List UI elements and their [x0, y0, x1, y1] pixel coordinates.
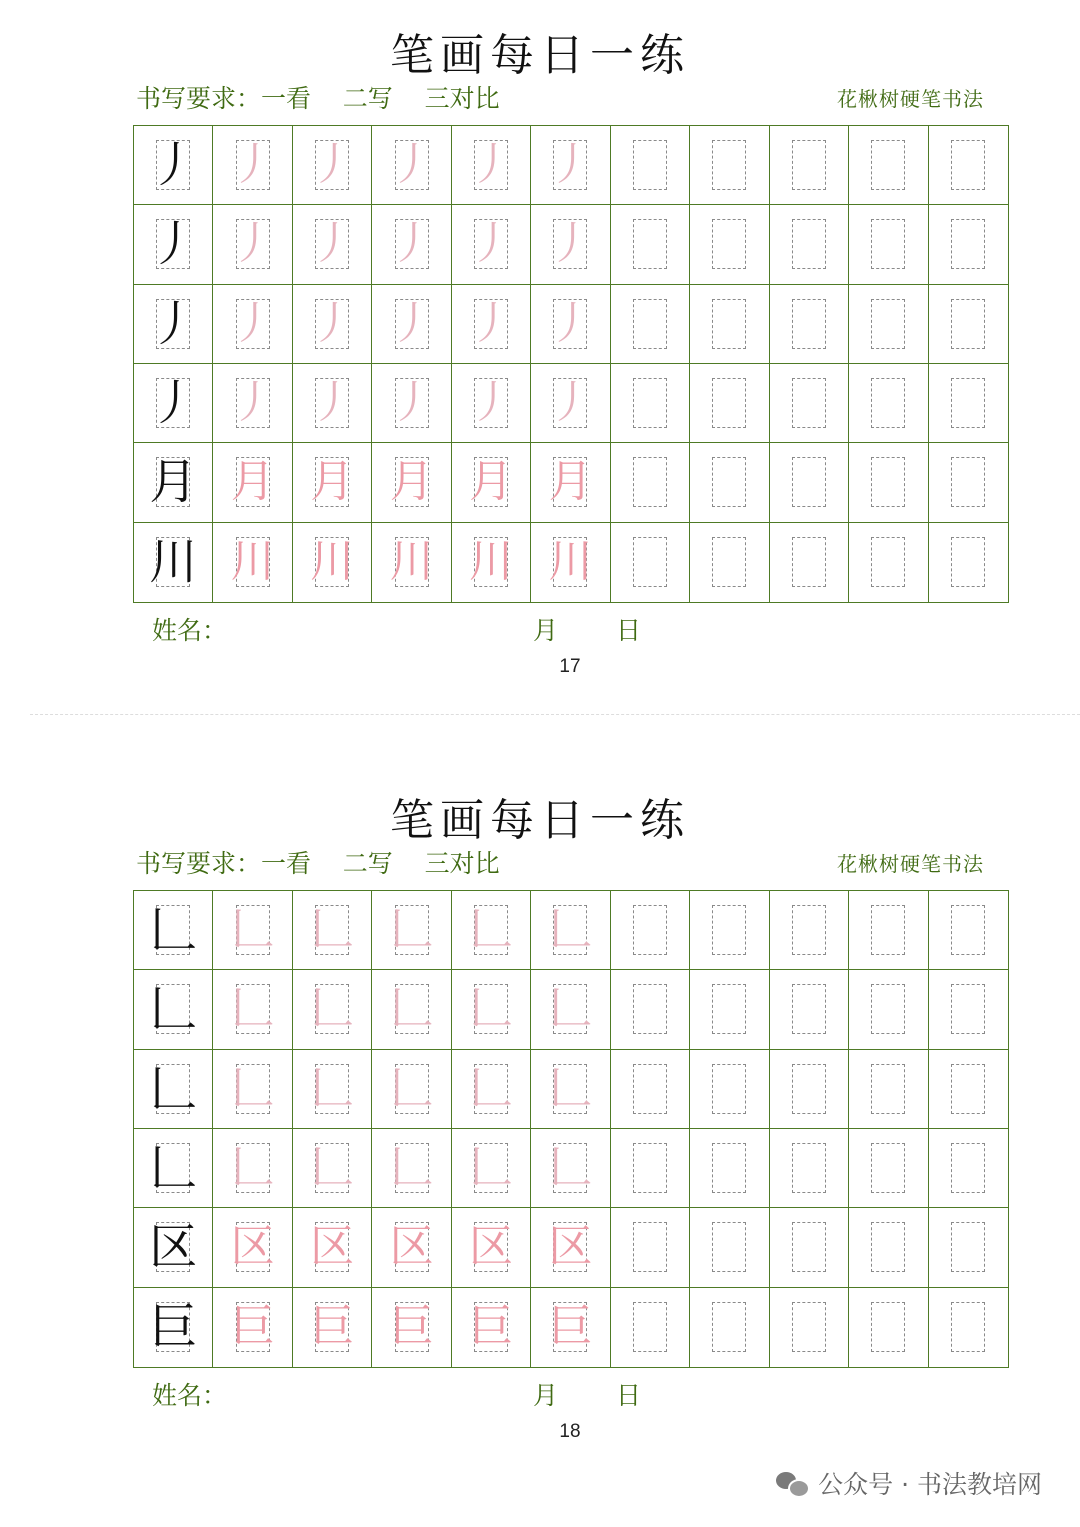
trace-character: 月 — [389, 456, 434, 508]
trace-cell — [213, 285, 292, 364]
blank-practice-cell — [690, 1050, 769, 1129]
model-character: 𠃊 — [149, 1060, 198, 1117]
trace-character: 丿 — [548, 297, 593, 349]
blank-practice-cell — [929, 443, 1008, 522]
trace-cell — [293, 891, 372, 970]
blank-practice-cell — [929, 364, 1008, 443]
dashed-guide-box — [633, 905, 667, 955]
dashed-guide-box — [792, 1302, 826, 1352]
blank-practice-cell — [849, 970, 928, 1049]
trace-character: 丿 — [469, 218, 514, 270]
dashed-guide-box — [633, 457, 667, 507]
blank-practice-cell — [849, 285, 928, 364]
trace-character: 𠃊 — [310, 1142, 355, 1194]
model-cell — [134, 1208, 213, 1287]
wechat-footer — [776, 1465, 1042, 1501]
dashed-guide-box — [951, 905, 985, 955]
trace-cell — [531, 126, 610, 205]
blank-practice-cell — [770, 364, 849, 443]
dashed-guide-box — [951, 140, 985, 190]
trace-cell — [293, 1129, 372, 1208]
trace-cell — [293, 126, 372, 205]
trace-character: 𠃊 — [230, 983, 275, 1035]
trace-cell — [213, 1208, 292, 1287]
practice-grid — [133, 125, 1009, 603]
trace-cell — [213, 1129, 292, 1208]
dashed-guide-box — [792, 1143, 826, 1193]
model-character: 丿 — [149, 216, 198, 273]
dashed-guide-box — [871, 378, 905, 428]
model-character: 𠃊 — [149, 981, 198, 1038]
model-cell — [134, 443, 213, 522]
dashed-guide-box — [712, 457, 746, 507]
dashed-guide-box — [792, 378, 826, 428]
blank-practice-cell — [849, 1208, 928, 1287]
trace-cell — [372, 1050, 451, 1129]
trace-character: 丿 — [389, 218, 434, 270]
blank-practice-cell — [770, 891, 849, 970]
dashed-guide-box — [951, 1222, 985, 1272]
blank-practice-cell — [690, 205, 769, 284]
trace-cell — [213, 126, 292, 205]
trace-cell — [213, 523, 292, 602]
trace-cell — [293, 1050, 372, 1129]
blank-practice-cell — [929, 1288, 1008, 1367]
trace-character: 巨 — [230, 1301, 275, 1353]
trace-cell — [452, 1208, 531, 1287]
trace-cell — [293, 523, 372, 602]
trace-cell — [213, 891, 292, 970]
blank-practice-cell — [849, 1288, 928, 1367]
trace-cell — [372, 443, 451, 522]
trace-character: 𠃊 — [389, 904, 434, 956]
trace-character: 巨 — [389, 1301, 434, 1353]
trace-cell — [531, 285, 610, 364]
blank-practice-cell — [770, 1288, 849, 1367]
dashed-guide-box — [951, 299, 985, 349]
trace-character: 丿 — [469, 297, 514, 349]
dashed-guide-box — [871, 984, 905, 1034]
page-divider — [30, 714, 1080, 715]
blank-practice-cell — [849, 891, 928, 970]
blank-practice-cell — [690, 970, 769, 1049]
dashed-guide-box — [951, 537, 985, 587]
model-character: 丿 — [149, 137, 198, 194]
trace-cell — [452, 1050, 531, 1129]
model-cell — [134, 1050, 213, 1129]
trace-cell — [372, 1208, 451, 1287]
dashed-guide-box — [871, 299, 905, 349]
dashed-guide-box — [792, 140, 826, 190]
trace-character: 丿 — [389, 139, 434, 191]
blank-practice-cell — [770, 205, 849, 284]
trace-character: 丿 — [469, 377, 514, 429]
trace-character: 丿 — [310, 218, 355, 270]
model-cell — [134, 126, 213, 205]
trace-cell — [293, 364, 372, 443]
dashed-guide-box — [712, 905, 746, 955]
trace-cell — [531, 443, 610, 522]
blank-practice-cell — [611, 364, 690, 443]
blank-practice-cell — [690, 443, 769, 522]
blank-practice-cell — [929, 1129, 1008, 1208]
trace-cell — [372, 523, 451, 602]
trace-character: 川 — [469, 536, 514, 588]
trace-character: 川 — [310, 536, 355, 588]
trace-character: 𠃊 — [310, 1062, 355, 1114]
blank-practice-cell — [849, 523, 928, 602]
dashed-guide-box — [792, 299, 826, 349]
trace-character: 丿 — [230, 218, 275, 270]
practice-grid — [133, 890, 1009, 1368]
day-label: 日 — [616, 1381, 642, 1410]
blank-practice-cell — [611, 891, 690, 970]
trace-character: 川 — [548, 536, 593, 588]
dashed-guide-box — [633, 219, 667, 269]
blank-practice-cell — [770, 970, 849, 1049]
name-label: 姓名： — [152, 1381, 228, 1410]
blank-practice-cell — [611, 1050, 690, 1129]
trace-cell — [531, 205, 610, 284]
trace-character: 巨 — [548, 1301, 593, 1353]
practice-sheet-18 — [0, 765, 1080, 1465]
blank-practice-cell — [849, 126, 928, 205]
trace-cell — [372, 205, 451, 284]
dashed-guide-box — [792, 537, 826, 587]
trace-cell — [293, 970, 372, 1049]
trace-character: 𠃊 — [310, 983, 355, 1035]
trace-cell — [452, 205, 531, 284]
trace-cell — [372, 1129, 451, 1208]
trace-cell — [213, 1050, 292, 1129]
dashed-guide-box — [951, 984, 985, 1034]
trace-character: 𠃊 — [230, 1142, 275, 1194]
dashed-guide-box — [712, 1302, 746, 1352]
dashed-guide-box — [712, 537, 746, 587]
blank-practice-cell — [929, 285, 1008, 364]
blank-practice-cell — [690, 364, 769, 443]
trace-character: 区 — [548, 1221, 593, 1273]
trace-cell — [531, 523, 610, 602]
dashed-guide-box — [633, 140, 667, 190]
blank-practice-cell — [929, 1208, 1008, 1287]
dashed-guide-box — [712, 1143, 746, 1193]
trace-character: 𠃊 — [548, 904, 593, 956]
dashed-guide-box — [712, 1064, 746, 1114]
blank-practice-cell — [690, 1129, 769, 1208]
dashed-guide-box — [951, 378, 985, 428]
dashed-guide-box — [633, 1302, 667, 1352]
model-cell — [134, 970, 213, 1049]
trace-cell — [293, 205, 372, 284]
blank-practice-cell — [611, 1208, 690, 1287]
dashed-guide-box — [951, 457, 985, 507]
trace-character: 巨 — [310, 1301, 355, 1353]
model-character: 𠃊 — [149, 902, 198, 959]
trace-cell — [213, 970, 292, 1049]
dashed-guide-box — [951, 1064, 985, 1114]
dashed-guide-box — [633, 1143, 667, 1193]
trace-cell — [531, 1288, 610, 1367]
model-cell — [134, 1288, 213, 1367]
blank-practice-cell — [690, 1288, 769, 1367]
trace-character: 𠃊 — [310, 904, 355, 956]
brand-label: 花楸树硬笔书法 — [837, 852, 984, 876]
page-number: 18 — [559, 1421, 581, 1442]
trace-cell — [372, 126, 451, 205]
trace-character: 𠃊 — [469, 1062, 514, 1114]
trace-character: 丿 — [310, 297, 355, 349]
brand-label: 花楸树硬笔书法 — [837, 87, 984, 111]
name-label: 姓名： — [152, 616, 228, 645]
dashed-guide-box — [712, 219, 746, 269]
dashed-guide-box — [871, 457, 905, 507]
trace-character: 月 — [310, 456, 355, 508]
trace-cell — [452, 364, 531, 443]
trace-cell — [293, 1208, 372, 1287]
model-character: 丿 — [149, 375, 198, 432]
blank-practice-cell — [611, 443, 690, 522]
blank-practice-cell — [611, 285, 690, 364]
blank-practice-cell — [611, 1288, 690, 1367]
trace-character: 巨 — [469, 1301, 514, 1353]
dashed-guide-box — [633, 378, 667, 428]
dashed-guide-box — [792, 905, 826, 955]
blank-practice-cell — [611, 205, 690, 284]
trace-character: 丿 — [389, 377, 434, 429]
dashed-guide-box — [712, 140, 746, 190]
blank-practice-cell — [849, 205, 928, 284]
blank-practice-cell — [849, 443, 928, 522]
blank-practice-cell — [690, 891, 769, 970]
dashed-guide-box — [871, 1222, 905, 1272]
blank-practice-cell — [770, 126, 849, 205]
blank-practice-cell — [770, 443, 849, 522]
blank-practice-cell — [770, 1129, 849, 1208]
dashed-guide-box — [792, 1222, 826, 1272]
trace-cell — [452, 126, 531, 205]
blank-practice-cell — [611, 1129, 690, 1208]
dashed-guide-box — [633, 299, 667, 349]
sheet-title: 笔画每日一练 — [390, 30, 690, 81]
trace-character: 丿 — [389, 297, 434, 349]
trace-character: 丿 — [230, 139, 275, 191]
dashed-guide-box — [871, 537, 905, 587]
trace-cell — [452, 285, 531, 364]
trace-character: 月 — [230, 456, 275, 508]
dashed-guide-box — [871, 905, 905, 955]
dashed-guide-box — [792, 457, 826, 507]
model-cell — [134, 364, 213, 443]
trace-cell — [531, 1208, 610, 1287]
trace-character: 丿 — [548, 218, 593, 270]
trace-character: 𠃊 — [230, 904, 275, 956]
trace-cell — [213, 1288, 292, 1367]
dashed-guide-box — [871, 1064, 905, 1114]
trace-cell — [293, 285, 372, 364]
trace-character: 区 — [310, 1221, 355, 1273]
trace-character: 丿 — [310, 139, 355, 191]
trace-cell — [452, 523, 531, 602]
trace-character: 川 — [230, 536, 275, 588]
model-character: 川 — [149, 534, 198, 591]
trace-cell — [293, 443, 372, 522]
trace-character: 𠃊 — [548, 983, 593, 1035]
month-label: 月 — [533, 616, 559, 645]
blank-practice-cell — [690, 285, 769, 364]
dashed-guide-box — [871, 1302, 905, 1352]
month-label: 月 — [533, 1381, 559, 1410]
trace-cell — [213, 205, 292, 284]
dashed-guide-box — [951, 1302, 985, 1352]
dashed-guide-box — [633, 1222, 667, 1272]
trace-character: 𠃊 — [469, 983, 514, 1035]
trace-character: 𠃊 — [230, 1062, 275, 1114]
blank-practice-cell — [849, 364, 928, 443]
dashed-guide-box — [792, 1064, 826, 1114]
trace-character: 𠃊 — [548, 1062, 593, 1114]
trace-character: 丿 — [548, 139, 593, 191]
blank-practice-cell — [611, 970, 690, 1049]
page-number: 17 — [559, 656, 581, 677]
trace-character: 区 — [389, 1221, 434, 1273]
blank-practice-cell — [929, 126, 1008, 205]
day-label: 日 — [616, 616, 642, 645]
trace-character: 丿 — [230, 377, 275, 429]
dashed-guide-box — [792, 984, 826, 1034]
blank-practice-cell — [770, 523, 849, 602]
trace-cell — [293, 1288, 372, 1367]
trace-cell — [531, 970, 610, 1049]
dashed-guide-box — [951, 219, 985, 269]
blank-practice-cell — [929, 970, 1008, 1049]
trace-character: 𠃊 — [389, 1142, 434, 1194]
trace-character: 川 — [389, 536, 434, 588]
trace-cell — [452, 891, 531, 970]
model-cell — [134, 891, 213, 970]
wechat-icon — [776, 1470, 808, 1496]
dashed-guide-box — [951, 1143, 985, 1193]
model-character: 丿 — [149, 295, 198, 352]
trace-cell — [531, 1050, 610, 1129]
blank-practice-cell — [770, 285, 849, 364]
trace-character: 区 — [230, 1221, 275, 1273]
dashed-guide-box — [633, 537, 667, 587]
account-text: 公众号 · 书法教培网 — [818, 1470, 1042, 1499]
dashed-guide-box — [871, 140, 905, 190]
trace-cell — [452, 1288, 531, 1367]
blank-practice-cell — [849, 1129, 928, 1208]
trace-character: 𠃊 — [389, 1062, 434, 1114]
trace-cell — [531, 1129, 610, 1208]
trace-cell — [372, 364, 451, 443]
dashed-guide-box — [792, 219, 826, 269]
trace-cell — [372, 891, 451, 970]
trace-cell — [372, 285, 451, 364]
model-cell — [134, 205, 213, 284]
trace-cell — [372, 1288, 451, 1367]
model-character: 巨 — [149, 1299, 198, 1356]
trace-cell — [213, 364, 292, 443]
blank-practice-cell — [770, 1208, 849, 1287]
trace-character: 𠃊 — [469, 904, 514, 956]
practice-sheet-17 — [0, 0, 1080, 700]
writing-requirement: 书写要求：一看 二写 三对比 — [136, 849, 500, 878]
dashed-guide-box — [712, 299, 746, 349]
trace-character: 月 — [469, 456, 514, 508]
dashed-guide-box — [712, 1222, 746, 1272]
dashed-guide-box — [712, 378, 746, 428]
trace-cell — [372, 970, 451, 1049]
blank-practice-cell — [929, 205, 1008, 284]
dashed-guide-box — [871, 219, 905, 269]
trace-cell — [452, 970, 531, 1049]
trace-character: 丿 — [548, 377, 593, 429]
writing-requirement: 书写要求：一看 二写 三对比 — [136, 84, 500, 113]
sheet-title: 笔画每日一练 — [390, 795, 690, 846]
trace-character: 丿 — [310, 377, 355, 429]
trace-cell — [452, 1129, 531, 1208]
blank-practice-cell — [929, 523, 1008, 602]
model-cell — [134, 1129, 213, 1208]
dashed-guide-box — [871, 1143, 905, 1193]
trace-cell — [531, 891, 610, 970]
blank-practice-cell — [690, 523, 769, 602]
model-character: 月 — [149, 454, 198, 511]
dashed-guide-box — [633, 984, 667, 1034]
blank-practice-cell — [849, 1050, 928, 1129]
blank-practice-cell — [929, 891, 1008, 970]
blank-practice-cell — [690, 1208, 769, 1287]
trace-cell — [531, 364, 610, 443]
trace-cell — [452, 443, 531, 522]
blank-practice-cell — [929, 1050, 1008, 1129]
blank-practice-cell — [770, 1050, 849, 1129]
model-cell — [134, 285, 213, 364]
model-cell — [134, 523, 213, 602]
trace-character: 𠃊 — [548, 1142, 593, 1194]
trace-character: 月 — [548, 456, 593, 508]
dashed-guide-box — [712, 984, 746, 1034]
trace-character: 𠃊 — [389, 983, 434, 1035]
model-character: 区 — [149, 1219, 198, 1276]
blank-practice-cell — [690, 126, 769, 205]
model-character: 𠃊 — [149, 1140, 198, 1197]
blank-practice-cell — [611, 523, 690, 602]
blank-practice-cell — [611, 126, 690, 205]
trace-character: 区 — [469, 1221, 514, 1273]
trace-character: 丿 — [469, 139, 514, 191]
trace-cell — [213, 443, 292, 522]
dashed-guide-box — [633, 1064, 667, 1114]
trace-character: 丿 — [230, 297, 275, 349]
trace-character: 𠃊 — [469, 1142, 514, 1194]
